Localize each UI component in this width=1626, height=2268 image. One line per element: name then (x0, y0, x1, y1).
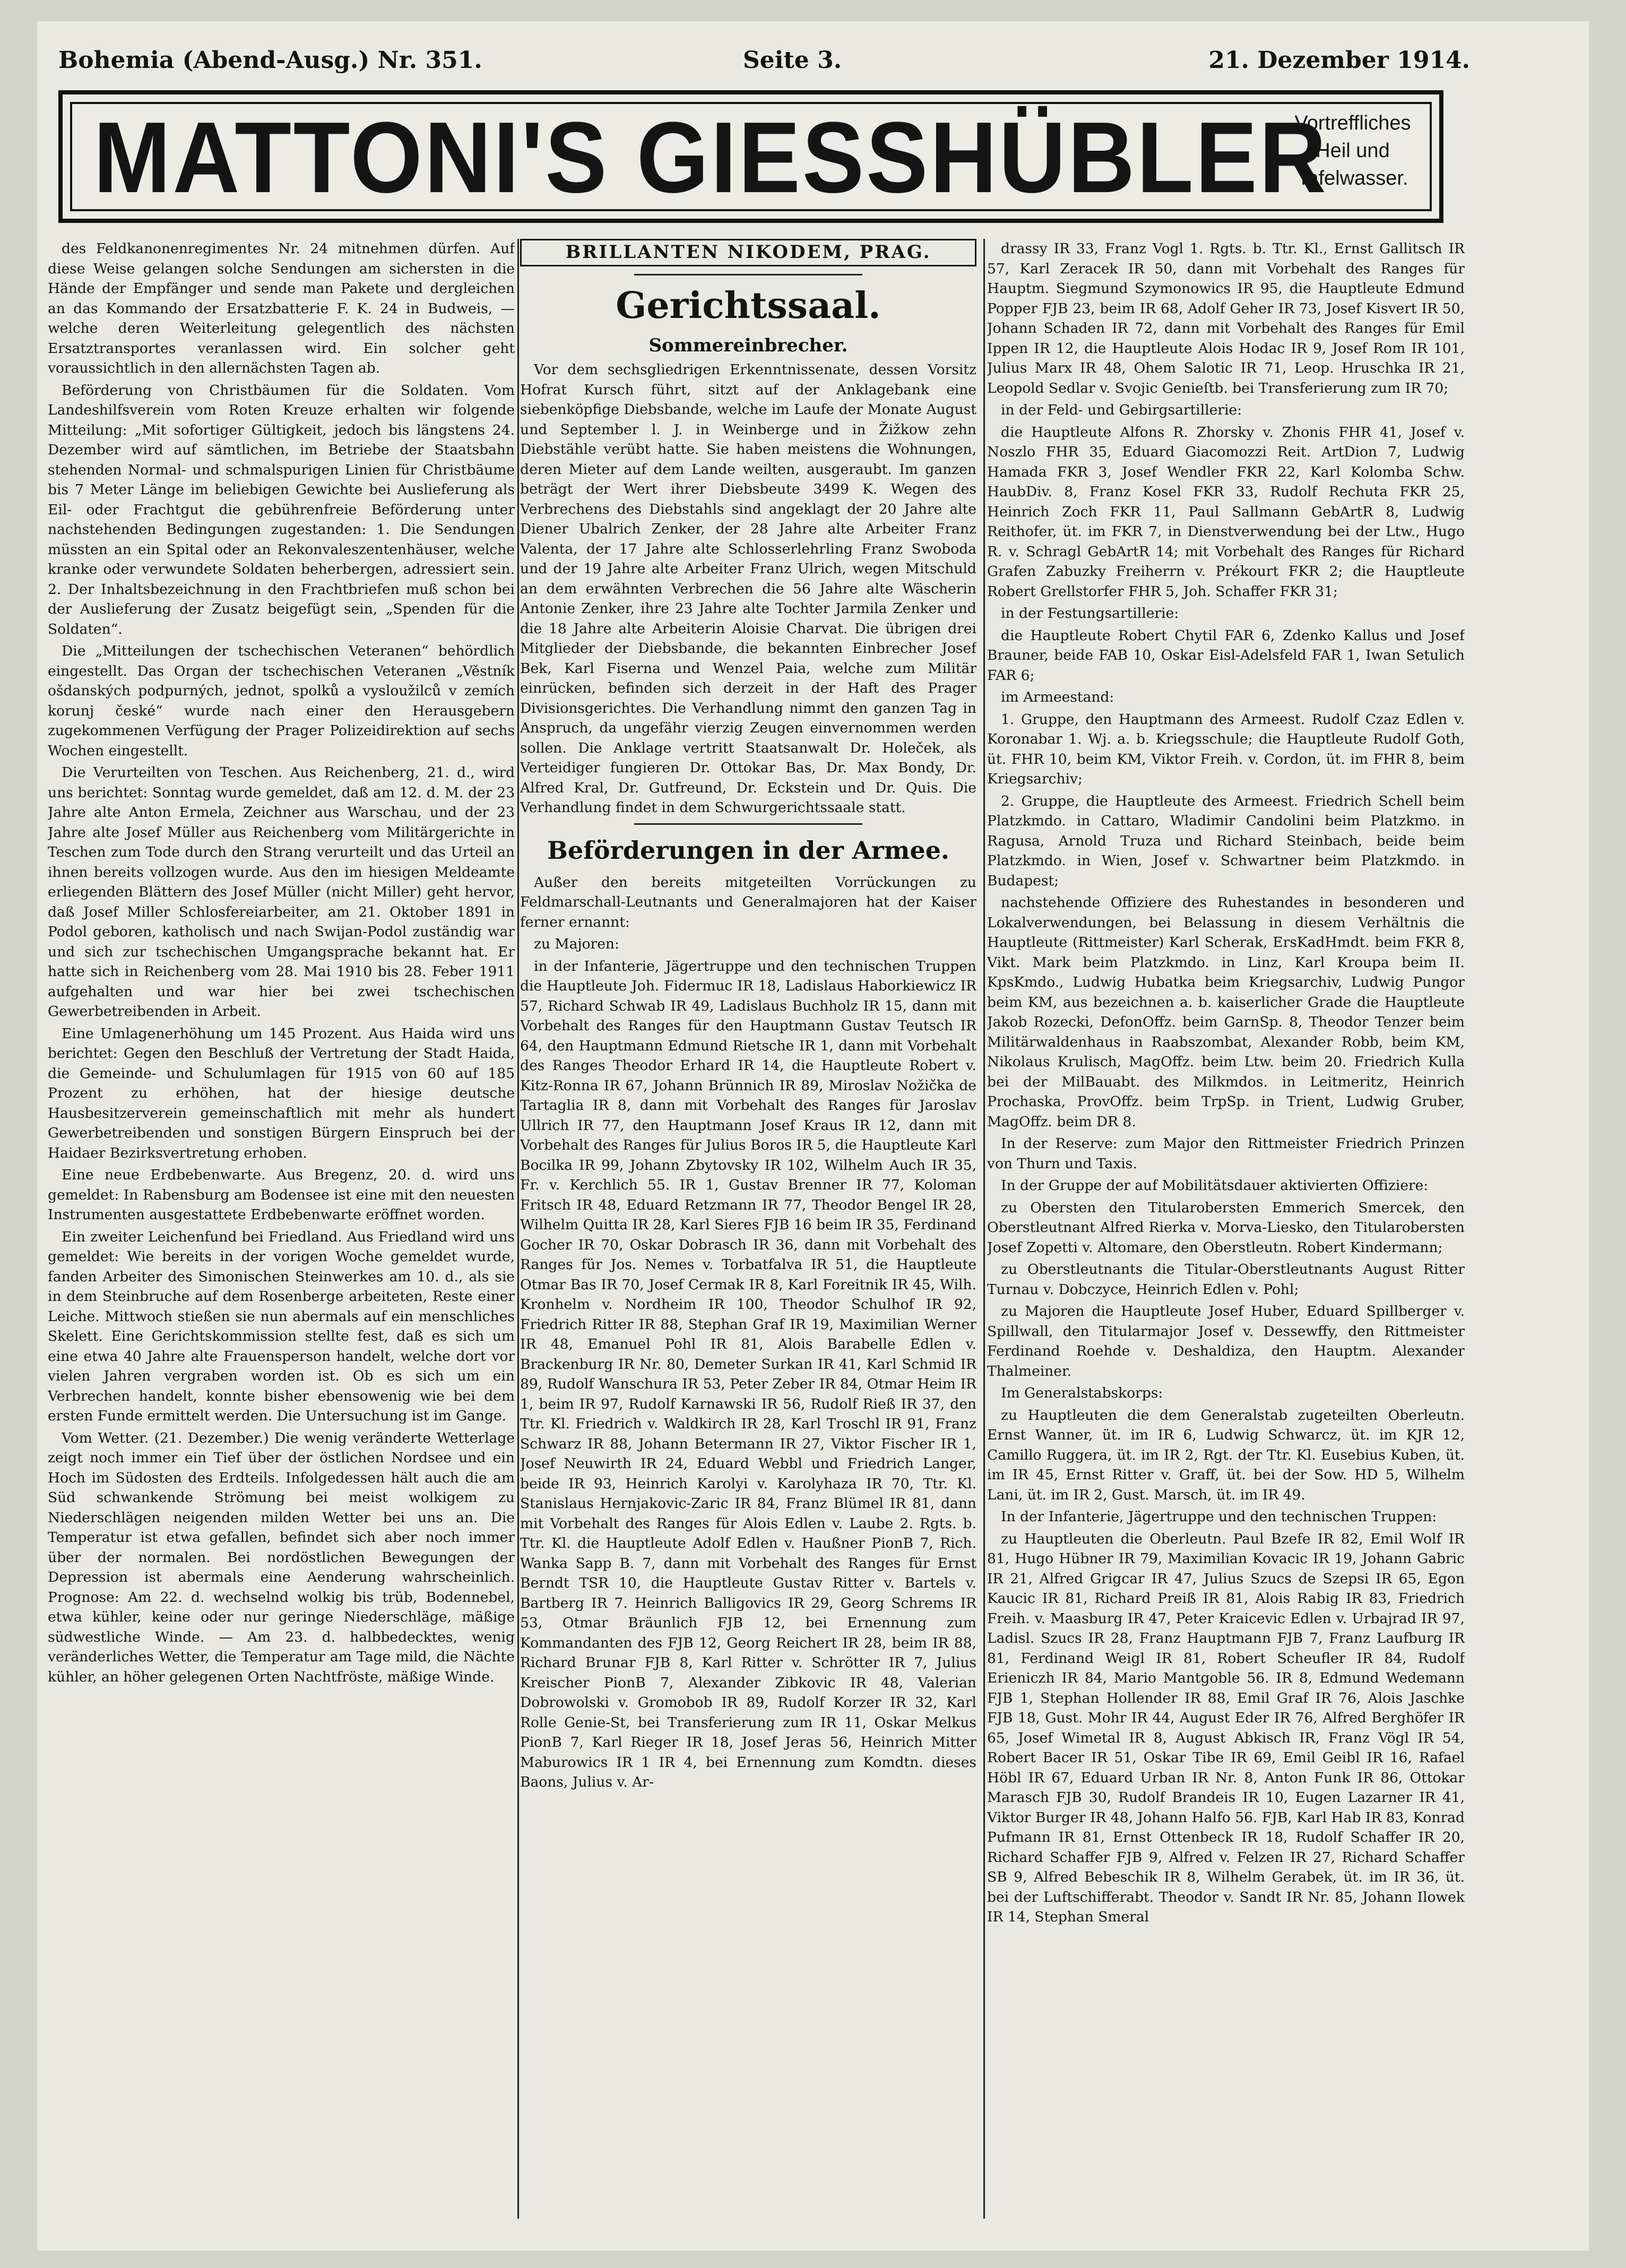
ad-tagline-line-1: Vortreffliches (1294, 112, 1411, 134)
section-rule (634, 274, 862, 275)
promotion-paragraph: nachstehende Offiziere des Ruhestandes in besonderen und Lokalverwendungen, bei Belassung in diesem Verhältnis die Hauptleute (Rittmeister) Karl Scherak, ErsKadHmdt. beim FKR 8, Vikt. Mark beim Platzkmdo. in Linz, Karl Kroupa beim II. KpsKmdo., Ludwig Hubatka beim Kriegsarchiv, Ludwig Pungor beim KM, aus bezeichnen a. b. kaiserlicher Grade die Hauptleute Jakob Rozecki, DefonOffz. beim GarnSp. 8, Theodor Tenzer beim Militärwaldenhaus in Raabszombat, Alexander Robb, beim KM, Nikolaus Krulisch, MagOffz. beim Ltw. beim 20. Friedrich Kulla bei der MilBauabt. des Milkmdos. in Leitmeritz, Heinrich Prochaska, ProvOffz. beim TrpSp. in Trient, Ludwig Gruber, MagOffz. beim DR 8. (987, 894, 1465, 1130)
mattoni-advertisement (58, 90, 1443, 223)
promotion-paragraph: 1. Gruppe, den Hauptmann des Armeest. Rudolf Czaz Edlen v. Koronabar 1. Wj. a. b. Kriegsschule; die Hauptleute Rudolf Goth, üt. FHR 10, beim KM, Viktor Freih. v. Cordon, üt. im FHR 8, beim Kriegsarchiv; (987, 711, 1465, 787)
header-date: 21. Dezember 1914. (1208, 47, 1470, 74)
news-paragraph: Beförderung von Christbäumen für die Soldaten. Vom Landeshilfsverein vom Roten Kreuze erhalten wir folgende Mitteilung: „Mit sofortiger Gültigkeit, jedoch bis längstens 24. Dezember wird auf sämtlichen, im Betriebe der Staatsbahn stehenden Normal- und schmalspurigen Linien für Christbäume bis 7 Meter Länge im beliebigen Gewichte bei Auslieferung als Eil- oder Frachtgut die gebührenfreie Beförderung unter nachstehenden Bedingungen zugestanden: 1. Die Sendungen müssten an ein Spital oder an Rekonvaleszentenhäuser, welche kranke oder verwundete Soldaten beherbergen, adressiert sein. 2. Der Inhaltsbezeichnung in den Frachtbriefen muß schon bei der Auslieferung der Zusatz beigefügt sein, „Spenden für die Soldaten“. (48, 382, 515, 637)
article-paragraph: in der Infanterie, Jägertruppe und den technischen Truppen die Hauptleute Joh. Fidermuc IR 18, Ladislaus Haborkiewicz IR 57, Richard Schwab IR 49, Ladislaus Buchholz IR 15, dann mit Vorbehalt des Ranges für den Hauptmann Gustav Teutsch IR 64, den Hauptmann Edmund Rietsche IR 1, dann mit Vorbehalt des Ranges Theodor Erhard IR 14, die Hauptleute Robert v. Kitz-Ronna IR 67, Johann Brünnich IR 89, Miroslav Nožička de Tartaglia IR 8, dann mit Vorbehalt des Ranges für Jaroslav Ullrich IR 77, den Hauptmann Josef Kraus IR 12, dann mit Vorbehalt des Ranges für Julius Boros IR 5, die Hauptleute Karl Bocilka IR 99, Johann Zbytovsky IR 102, Wilhelm Auch IR 35, Fr. v. Kerchlich 55. IR 1, Gustav Brenner IR 77, Koloman Fritsch IR 48, Eduard Retzmann IR 77, Theodor Bengel IR 28, Wilhelm Quitta IR 28, Karl Sieres FJB 16 beim IR 35, Ferdinand Gocher IR 70, Oskar Dobrasch IR 36, dann mit Vorbehalt des Ranges für Jos. Nemes v. Torbatfalva IR 51, die Hauptleute Otmar Bas IR 70, Josef Cermak IR 8, Karl Foreitnik IR 45, Wilh. Kronhelm v. Nordheim IR 100, Theodor Schulhof IR 92, Friedrich Ritter IR 88, Stephan Graf IR 19, Maximilian Werner IR 48, Emanuel Pohl IR 81, Alois Barabelle Edlen v. Brackenburg IR Nr. 80, Demeter Surkan IR 41, Karl Schmid IR 89, Rudolf Wanschura IR 53, Peter Zeber IR 84, Otmar Heim IR 1, beim IR 97, Rudolf Karnawski IR 56, Rudolf Rieß IR 37, den Ttr. Kl. Friedrich v. Waldkirch IR 28, Karl Troschl IR 91, Franz Schwarz IR 88, Johann Betermann IR 27, Viktor Fischer IR 1, Josef Neuwirth IR 24, Eduard Webbl und Friedrich Langer, beide IR 93, Heinrich Karolyi v. Karolyhaza IR 70, Ttr. Kl. Stanislaus Hernjakovic-Zaric IR 84, Franz Blümel IR 81, dann mit Vorbehalt des Ranges für Alois Edlen v. Laube 2. Rgts. b. Ttr. Kl. die Hauptleute Adolf Edlen v. Haußner PionB 7, Rich. Wanka Sapp B. 7, dann mit Vorbehalt des Ranges für Ernst Berndt TSR 10, die Hauptleute Gustav Ritter v. Bartels v. Bartberg IR 7. Heinrich Balligovics IR 29, Georg Schrems IR 53, Otmar Bräunlich FJB 12, bei Ernennung zum Kommandanten des FJB 12, Georg Reichert IR 28, beim IR 88, Richard Brunar FJB 8, Karl Ritter v. Schrötter IR 7, Julius Kreischer PionB 7, Alexander Zibkovic IR 48, Valerian Dobrowolski v. Gromobob IR 89, Rudolf Korzer IR 32, Karl Rolle Genie-St, bei Transferierung zum IR 11, Oskar Melkus PionB 7, Karl Rieger IR 18, Josef Jeras 56, Heinrich Mitter Maburowics IR 1 IR 4, bei Ernennung zum Komdtn. dieses Baons, Julius v. Ar- (520, 958, 976, 1790)
promotion-paragraph: zu Oberstleutnants die Titular-Oberstleutnants August Ritter Turnau v. Dobczyce, Heinrich Edlen v. Pohl; (987, 1261, 1465, 1298)
nikodem-ad-box: BRILLANTEN NIKODEM, PRAG. (520, 239, 976, 266)
article-paragraph: Vor dem sechsgliedrigen Erkenntnissenate, dessen Vorsitz Hofrat Kursch führt, sitzt auf der Anklagebank eine siebenköpfige Diebsbande, welche im Laufe der Monate August und September l. J. in Weinberge und in Žižkow zehn Diebstähle verübt hatte. Sie haben meistens die Wohnungen, deren Mieter auf dem Lande weilten, ausgeraubt. Im ganzen beträgt der Wert ihrer Diebsbeute 3499 K. Wegen des Verbrechens des Diebstahls sind angeklagt der 20 Jahre alte Diener Ubalrich Zenker, der 28 Jahre alte Arbeiter Franz Valenta, der 17 Jahre alte Schlosserlehrling Franz Swoboda und der 19 Jahre alte Arbeiter Franz Ulrich, wegen Mitschuld an dem erwähnten Verbrechen die 56 Jahre alte Wäscherin Antonie Zenker, ihre 23 Jahre alte Tochter Jarmila Zenker und die 18 Jahre alte Arbeiterin Aloisie Charvat. Die übrigen drei Mitglieder der Diebsbande, die bekannten Einbrecher Josef Bek, Karl Fiserna und Wenzel Paia, welche zum Militär einrücken, befinden sich derzeit in der Haft des Prager Divisionsgerichtes. Die Verhandlung nimmt den ganzen Tag in Anspruch, da ungefähr vierzig Zeugen einvernommen werden sollen. Die Anklage vertritt Staatsanwalt Dr. Holeček, als Verteidiger fungieren Dr. Ottokar Bas, Dr. Max Bondy, Dr. Alfred Kral, Dr. Gutfreund, Dr. Eckstein und Dr. Quis. Die Verhandlung findet in dem Schwurgerichtssaale statt. (520, 361, 976, 816)
ad-brand-name: MATTONI'S GIESSHÜBLER (93, 101, 1328, 214)
page-header (58, 47, 1470, 81)
column-local-news (48, 239, 515, 2219)
column-promotions-continued (987, 239, 1465, 2219)
article-title-burglars: Sommereinbrecher. (648, 334, 848, 356)
promotion-subheading: in der Feld- und Gebirgsartillerie: (1001, 402, 1242, 418)
article-paragraph: Außer den bereits mitgeteilten Vorrückungen zu Feldmarschall-Leutnants und Generalmajoren hat der Kaiser ferner ernannt: (520, 874, 976, 930)
news-paragraph: des Feldkanonenregimentes Nr. 24 mitnehmen dürfen. Auf diese Weise gelangen solche Sendungen am sichersten in die Hände der Empfänger und sende man Pakete und dergleichen an das Kommando der Ersatzbatterie F. K. 24 in Budweis, — welche deren Weiterleitung gelegentlich des nächsten Ersatztransportes veranlassen wird. Ein solcher geht voraussichtlich in den allernächsten Tagen ab. (48, 240, 515, 376)
ad-tagline (1281, 109, 1424, 192)
news-paragraph: Eine neue Erdbebenwarte. Aus Bregenz, 20. d. wird uns gemeldet: In Rabensburg am Bodensee ist eine mit den neuesten Instrumenten ausgestattete Erdbebenwarte eröffnet worden. (48, 1167, 515, 1223)
promotion-paragraph: zu Hauptleuten die dem Generalstab zugeteilten Oberleutn. Ernst Wanner, üt. im IR 6, Ludwig Schwarcz, üt. im KJR 12, Camillo Ruggera, üt. im IR 2, Rgt. der Ttr. Kl. Eusebius Kuben, üt. im IR 45, Ernst Ritter v. Graff, üt. bei der Sow. HD 5, Wilhelm Lani, üt. im IR 2, Gust. Marsch, üt. im IR 49. (987, 1407, 1465, 1503)
news-paragraph: Die Verurteilten von Teschen. Aus Reichenberg, 21. d., wird uns berichtet: Sonntag wurde gemeldet, daß am 12. d. M. der 23 Jahre alte Anton Ermela, Zeichner aus Warschau, und der 23 Jahre alte Josef Müller aus Reichenberg vom Militärgerichte in Teschen zum Tode durch den Strang verurteilt und das Urteil an ihnen bereits vollzogen wurde. Aus den im hiesigen Meldeamte erliegenden Blättern des Josef Müller (nicht Miller) geht hervor, daß Josef Miller Schlosfereiarbeiter, am 21. Oktober 1891 in Podol geboren, katholisch und nach Swijan-Podol zuständig war und sich zur tschechischen Umgangsprache bekannt hat. Er hatte sich in Reichenberg vom 28. Mai 1910 bis 28. Feber 1911 aufgehalten und war hier bei zwei tschechischen Gewerbetreibenden in Arbeit. (48, 764, 515, 1020)
promotion-paragraph: zu Hauptleuten die Oberleutn. Paul Bzefe IR 82, Emil Wolf IR 81, Hugo Hübner IR 79, Maximilian Kovacic IR 19, Johann Gabric IR 21, Alfred Grigcar IR 47, Julius Szucs de Szepsi IR 65, Egon Kaucic IR 81, Richard Preiß IR 81, Alois Rabig IR 83, Friedrich Freih. v. Maasburg IR 47, Peter Kraicevic Edlen v. Urbajrad IR 97, Ladisl. Szucs IR 28, Franz Hauptmann FJB 7, Franz Laufburg IR 81, Ferdinand Weigl IR 81, Robert Scheufler IR 84, Rudolf Erieniczh IR 84, Mario Mantgoble 56. IR 8, Edmund Wedemann FJB 1, Stephan Hollender IR 88, Emil Graf IR 76, Alois Jaschke FJB 18, Gust. Mohr IR 44, August Eder IR 76, Alfred Berghöfer IR 65, Josef Wimetal IR 8, August Abkisch IR, Franz Vögl IR 54, Robert Bacer IR 51, Oskar Tibe IR 69, Emil Geibl IR 16, Rafael Höbl IR 67, Eduard Urban IR Nr. 8, Anton Funk IR 86, Ottokar Marasch FJB 30, Rudolf Brandeis IR 10, Eugen Lazarner IR 41, Viktor Burger IR 48, Johann Halfo 56. FJB, Karl Hab IR 83, Konrad Pufmann IR 81, Ernst Ottenbeck IR 18, Rudolf Schaffer IR 20, Richard Schaffer FJB 9, Alfred v. Felzen IR 27, Richard Schaffer SB 9, Alfred Bebeschik IR 8, Wilhelm Gerabek, üt. im IR 36, üt. bei der Luftschifferabt. Theodor v. Sandt IR Nr. 85, Johann Ilowek IR 14, Stephan Smeral (987, 1530, 1465, 1925)
news-paragraph: Eine Umlagenerhöhung um 145 Prozent. Aus Haida wird uns berichtet: Gegen den Beschluß der Vertretung der Stadt Haida, die Gemeinde- und Schulumlagen für 1915 von 60 auf 185 Prozent zu erhöhen, hat der hiesige deutsche Hausbesitzerverein gemeinschaftlich mit mehr als hundert Gewerbetreibenden und sonstigen Bürgern Einspruch bei der Haidaer Bezirksvertretung erhoben. (48, 1025, 515, 1161)
column-divider-1 (517, 239, 519, 2219)
article-subheading: zu Majoren: (534, 936, 619, 952)
header-page-number: Seite 3. (743, 47, 842, 74)
promotion-subheading: Im Generalstabskorps: (1001, 1385, 1163, 1401)
promotion-paragraph: zu Obersten den Titularobersten Emmerich Smercek, den Oberstleutnant Alfred Rierka v. Morva-Liesko, den Titularobersten Josef Zopetti v. Altomare, den Oberstleutn. Robert Kindermann; (987, 1199, 1465, 1256)
promotion-subheading: In der Gruppe der auf Mobilitätsdauer aktivierten Offiziere: (1001, 1177, 1429, 1194)
promotion-paragraph: drassy IR 33, Franz Vogl 1. Rgts. b. Ttr. Kl., Ernst Gallitsch IR 57, Karl Zeracek IR 50, dann mit Vorbehalt des Ranges für Hauptm. Siegmund Szymonowics IR 95, die Hauptleute Edmund Popper FJB 23, beim IR 68, Adolf Geher IR 73, Josef Kisvert IR 50, Johann Schaden IR 72, dann mit Vorbehalt des Ranges für Emil Ippen IR 12, die Hauptleute Alois Hodac IR 9, Josef Rom IR 101, Julius Marx IR 48, Ohem Salotic IR 71, Leop. Hruschka IR 21, Leopold Sedlar v. Svojic Genieſtb. bei Transferierung zum IR 70; (987, 240, 1465, 396)
section-title-court: Gerichtssaal. (616, 284, 881, 327)
news-paragraph: Die „Mitteilungen der tschechischen Veteranen“ behördlich eingestellt. Das Organ der tschechischen Veteranen „Věstník ošdanských podpurných, jednot, spolků a vysloužilců v zemích korunj české“ wurde nach einer den Herausgebern zugekommenen Verfügung der Prager Polizeidirektion auf sechs Wochen eingestellt. (48, 643, 515, 759)
promotion-subheading: in der Festungsartillerie: (1001, 605, 1179, 622)
column-court-and-army (520, 239, 976, 2219)
promotion-paragraph: die Hauptleute Alfons R. Zhorsky v. Zhonis FHR 41, Josef v. Noszlo FHR 35, Eduard Giacomozzi Reit. ArtDion 7, Ludwig Hamada FKR 3, Josef Wendler FKR 22, Karl Kolomba Schw. HaubDiv. 8, Franz Kosel FKR 33, Rudolf Rechuta FKR 25, Heinrich Zoch FKR 11, Paul Sallmann GebArtR 8, Ludwig Reithofer, üt. im FKR 7, in Dienstverwendung bei der Ltw., Hugo R. v. Schragl GebArtR 14; mit Vorbehalt des Ranges für Richard Grafen Zabuzky Freiherrn v. Prékourt FKR 2; die Hauptleute Robert Grellstorfer FHR 5, Joh. Schaffer FKR 31; (987, 424, 1465, 600)
section-rule (634, 823, 862, 825)
header-edition: Bohemia (Abend-Ausg.) Nr. 351. (58, 47, 482, 74)
ad-tagline-line-2: Heil und (1316, 140, 1390, 162)
promotion-paragraph: die Hauptleute Robert Chytil FAR 6, Zdenko Kallus und Josef Brauner, beide FAB 10, Oskar Eisl-Adelsfeld FAR 1, Iwan Setulich FAR 6; (987, 627, 1465, 684)
article-title-promotions: Beförderungen in der Armee. (547, 835, 950, 865)
ad-inner-frame (70, 101, 1432, 214)
promotion-subheading: im Armeestand: (1001, 689, 1114, 705)
news-paragraph: Ein zweiter Leichenfund bei Friedland. Aus Friedland wird uns gemeldet: Wie bereits in der vorigen Woche gemeldet wurde, fanden Arbeiter des Simonischen Steinwerkes am 10. d., als sie in dem Steinbruche auf dem Rosenberge arbeiteten, Reste einer Leiche. Mittwoch stießen sie nun abermals auf ein menschliches Skelett. Eine Gerichtskommission stellte fest, daß es sich um eine etwa 40 Jahre alte Frauensperson handelt, welche dort vor vielen Jahren vergraben worden ist. Ob es sich um ein Verbrechen handelt, konnte bisher ebensowenig wie bei dem ersten Funde ermittelt werden. Die Untersuchung ist im Gange. (48, 1228, 515, 1424)
promotion-paragraph: In der Reserve: zum Major den Rittmeister Friedrich Prinzen von Thurn und Taxis. (987, 1135, 1465, 1172)
weather-paragraph: Vom Wetter. (21. Dezember.) Die wenig veränderte Wetterlage zeigt noch immer ein Tief über der östlichen Nordsee und ein Hoch im Südosten des Erdteils. Infolgedessen hält auch die am Süd schwankende Strömung bei meist wolkigem zu Niederschlägen neigenden milden Wetter bei uns an. Die Temperatur ist etwa gefallen, befindet sich aber noch immer über der normalen. Bei nordöstlichen Bewegungen der Depression ist abermals eine Aenderung wahrscheinlich. Prognose: Am 22. d. wechselnd wolkig bis trüb, Bodennebel, etwa kühler, keine oder nur geringe Niederschläge, mäßige südwestliche Winde. — Am 23. d. halbbedecktes, wenig veränderliches Wetter, die Temperatur am Tage mild, die Nächte kühler, an höher gelegenen Orten Nachtfröste, mäßige Winde. (48, 1429, 515, 1685)
column-divider-2 (983, 239, 985, 2219)
promotion-subheading: In der Infanterie, Jägertruppe und den technischen Truppen: (1001, 1508, 1437, 1525)
ad-tagline-line-3: Tafelwasser. (1297, 167, 1408, 189)
promotion-paragraph: zu Majoren die Hauptleute Josef Huber, Eduard Spillberger v. Spillwall, den Titularmajor Josef v. Dessewffy, den Rittmeister Ferdinand Roehde v. Deshaldiza, den Hauptm. Alexander Thalmeiner. (987, 1303, 1465, 1379)
promotion-paragraph: 2. Gruppe, die Hauptleute des Armeest. Friedrich Schell beim Platzkmdo. in Cattaro, Wladimir Candolini beim Platzkmo. in Ragusa, Arnold Truza und Richard Steinbach, beide beim Platzkmdo. in Wien, Josef v. Schwartner beim Platzkmdo. in Budapest; (987, 792, 1465, 889)
newspaper-page (37, 21, 1589, 2250)
